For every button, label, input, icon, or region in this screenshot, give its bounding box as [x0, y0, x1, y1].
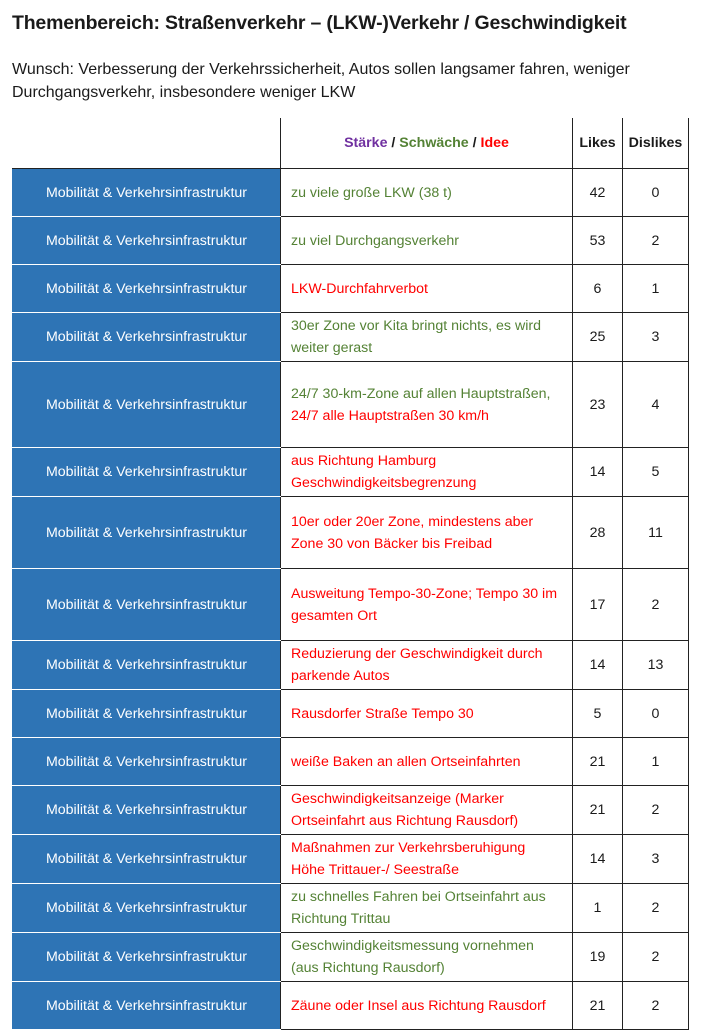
- entry-text-cell: [281, 265, 573, 313]
- table-row: [13, 569, 689, 641]
- entry-idea-text: Rausdorfer Straße Tempo 30: [291, 705, 474, 722]
- entry-text-cell: [281, 690, 573, 738]
- entry-text-cell: [281, 448, 573, 497]
- header-likes: Likes: [573, 118, 623, 169]
- category-cell: Mobilität & Verkehrsinfrastruktur: [13, 265, 281, 313]
- table-row: [13, 884, 689, 933]
- header-blank-cell: [13, 118, 281, 169]
- dislikes-cell: 1: [623, 265, 689, 313]
- category-cell: Mobilität & Verkehrsinfrastruktur: [13, 217, 281, 265]
- entry-text-cell: [281, 982, 573, 1030]
- category-cell: Mobilität & Verkehrsinfrastruktur: [13, 448, 281, 497]
- category-cell: Mobilität & Verkehrsinfrastruktur: [13, 786, 281, 835]
- category-cell: Mobilität & Verkehrsinfrastruktur: [13, 884, 281, 933]
- entry-text-cell: [281, 738, 573, 786]
- dislikes-cell: 0: [623, 169, 689, 217]
- table-row: [13, 835, 689, 884]
- likes-cell: 53: [573, 217, 623, 265]
- entry-text-cell: [281, 641, 573, 690]
- table-row: [13, 690, 689, 738]
- table-row: [13, 265, 689, 313]
- category-cell: Mobilität & Verkehrsinfrastruktur: [13, 497, 281, 569]
- dislikes-cell: 2: [623, 786, 689, 835]
- table-header-row: [13, 118, 689, 169]
- entry-idea-text: Reduzierung der Geschwindigkeit durch parkende Autos: [291, 646, 543, 684]
- header-dislikes: Dislikes: [623, 118, 689, 169]
- category-cell: Mobilität & Verkehrsinfrastruktur: [13, 982, 281, 1030]
- category-cell: Mobilität & Verkehrsinfrastruktur: [13, 690, 281, 738]
- likes-cell: 21: [573, 982, 623, 1030]
- category-cell: Mobilität & Verkehrsinfrastruktur: [13, 738, 281, 786]
- entry-idea-text: Zäune oder Insel aus Richtung Rausdorf: [291, 997, 546, 1014]
- likes-cell: 1: [573, 884, 623, 933]
- entry-idea-text: Maßnahmen zur Verkehrsberuhigung Höhe Trittauer-/ Seestraße: [291, 840, 526, 878]
- entry-idea-text: weiße Baken an allen Ortseinfahrten: [291, 753, 521, 770]
- entry-weakness-text: 30er Zone vor Kita bringt nichts, es wird weiter gerast: [291, 318, 541, 356]
- likes-cell: 17: [573, 569, 623, 641]
- dislikes-cell: 13: [623, 641, 689, 690]
- entry-text-cell: [281, 933, 573, 982]
- legend-separator: /: [387, 135, 400, 151]
- category-cell: Mobilität & Verkehrsinfrastruktur: [13, 169, 281, 217]
- dislikes-cell: 0: [623, 690, 689, 738]
- page-subtitle: Wunsch: Verbesserung der Verkehrssicherheit, Autos sollen langsamer fahren, weniger Durchgangsverkehr, insbesondere weniger LKW: [12, 61, 630, 101]
- entry-text-cell: [281, 217, 573, 265]
- likes-cell: 42: [573, 169, 623, 217]
- dislikes-cell: 2: [623, 569, 689, 641]
- entry-text-cell: [281, 169, 573, 217]
- ideas-table: [12, 118, 689, 1030]
- dislikes-cell: 5: [623, 448, 689, 497]
- dislikes-cell: 4: [623, 362, 689, 448]
- entry-text-cell: [281, 835, 573, 884]
- likes-cell: 14: [573, 448, 623, 497]
- likes-cell: 6: [573, 265, 623, 313]
- page-title: Themenbereich: Straßenverkehr – (LKW-)Verkehr / Geschwindigkeit: [12, 12, 627, 34]
- table-body: [13, 169, 689, 1030]
- entry-weakness-text: Geschwindigkeitsmessung vornehmen (aus Richtung Rausdorf): [291, 938, 534, 976]
- legend-weakness: Schwäche: [399, 135, 469, 151]
- dislikes-cell: 2: [623, 933, 689, 982]
- category-cell: Mobilität & Verkehrsinfrastruktur: [13, 835, 281, 884]
- table-row: [13, 448, 689, 497]
- dislikes-cell: 11: [623, 497, 689, 569]
- dislikes-cell: 2: [623, 217, 689, 265]
- likes-cell: 5: [573, 690, 623, 738]
- entry-weakness-text: zu viel Durchgangsverkehr: [291, 232, 459, 249]
- dislikes-cell: 3: [623, 313, 689, 362]
- table-row: [13, 497, 689, 569]
- entry-text-cell: [281, 497, 573, 569]
- dislikes-cell: 2: [623, 884, 689, 933]
- entry-text-cell: [281, 362, 573, 448]
- category-cell: Mobilität & Verkehrsinfrastruktur: [13, 313, 281, 362]
- table-row: [13, 217, 689, 265]
- entry-text-cell: [281, 884, 573, 933]
- entry-idea-text: Ausweitung Tempo-30-Zone; Tempo 30 im gesamten Ort: [291, 585, 558, 624]
- likes-cell: 14: [573, 835, 623, 884]
- likes-cell: 21: [573, 738, 623, 786]
- entry-weakness-text: 24/7 30-km-Zone auf allen Hauptstraßen: [291, 385, 547, 402]
- table-row: [13, 313, 689, 362]
- entry-text-cell: [281, 786, 573, 835]
- category-cell: Mobilität & Verkehrsinfrastruktur: [13, 933, 281, 982]
- table-row: [13, 933, 689, 982]
- entry-weakness-text: ,: [546, 385, 551, 402]
- category-cell: Mobilität & Verkehrsinfrastruktur: [13, 641, 281, 690]
- likes-cell: 25: [573, 313, 623, 362]
- likes-cell: 23: [573, 362, 623, 448]
- entry-idea-text: Geschwindigkeitsanzeige (Marker Ortseinfahrt aus Richtung Rausdorf): [291, 791, 519, 829]
- entry-weakness-text: zu viele große LKW (38 t): [291, 184, 452, 201]
- legend-idea: Idee: [480, 135, 509, 151]
- header-legend: [281, 118, 573, 169]
- dislikes-cell: 2: [623, 982, 689, 1030]
- entry-text-cell: [281, 569, 573, 641]
- table-row: [13, 169, 689, 217]
- category-cell: Mobilität & Verkehrsinfrastruktur: [13, 362, 281, 448]
- table-row: [13, 786, 689, 835]
- entry-idea-text: 10er oder 20er Zone, mindestens aber Zone 30 von Bäcker bis Freibad: [291, 513, 534, 552]
- entry-weakness-text: zu schnelles Fahren bei Ortseinfahrt aus Richtung Trittau: [291, 889, 546, 927]
- table-row: [13, 641, 689, 690]
- table-row: [13, 362, 689, 448]
- likes-cell: 19: [573, 933, 623, 982]
- likes-cell: 21: [573, 786, 623, 835]
- likes-cell: 14: [573, 641, 623, 690]
- category-cell: Mobilität & Verkehrsinfrastruktur: [13, 569, 281, 641]
- table-row: [13, 738, 689, 786]
- dislikes-cell: 3: [623, 835, 689, 884]
- legend-strength: Stärke: [344, 135, 388, 151]
- entry-idea-text: aus Richtung Hamburg Geschwindigkeitsbegrenzung: [291, 453, 477, 491]
- legend-separator: /: [468, 135, 481, 151]
- dislikes-cell: 1: [623, 738, 689, 786]
- entry-text-cell: [281, 313, 573, 362]
- likes-cell: 28: [573, 497, 623, 569]
- entry-idea-text: LKW-Durchfahrverbot: [291, 280, 428, 297]
- table-row: [13, 982, 689, 1030]
- entry-idea-text: 24/7 alle Hauptstraßen 30 km/h: [291, 407, 489, 424]
